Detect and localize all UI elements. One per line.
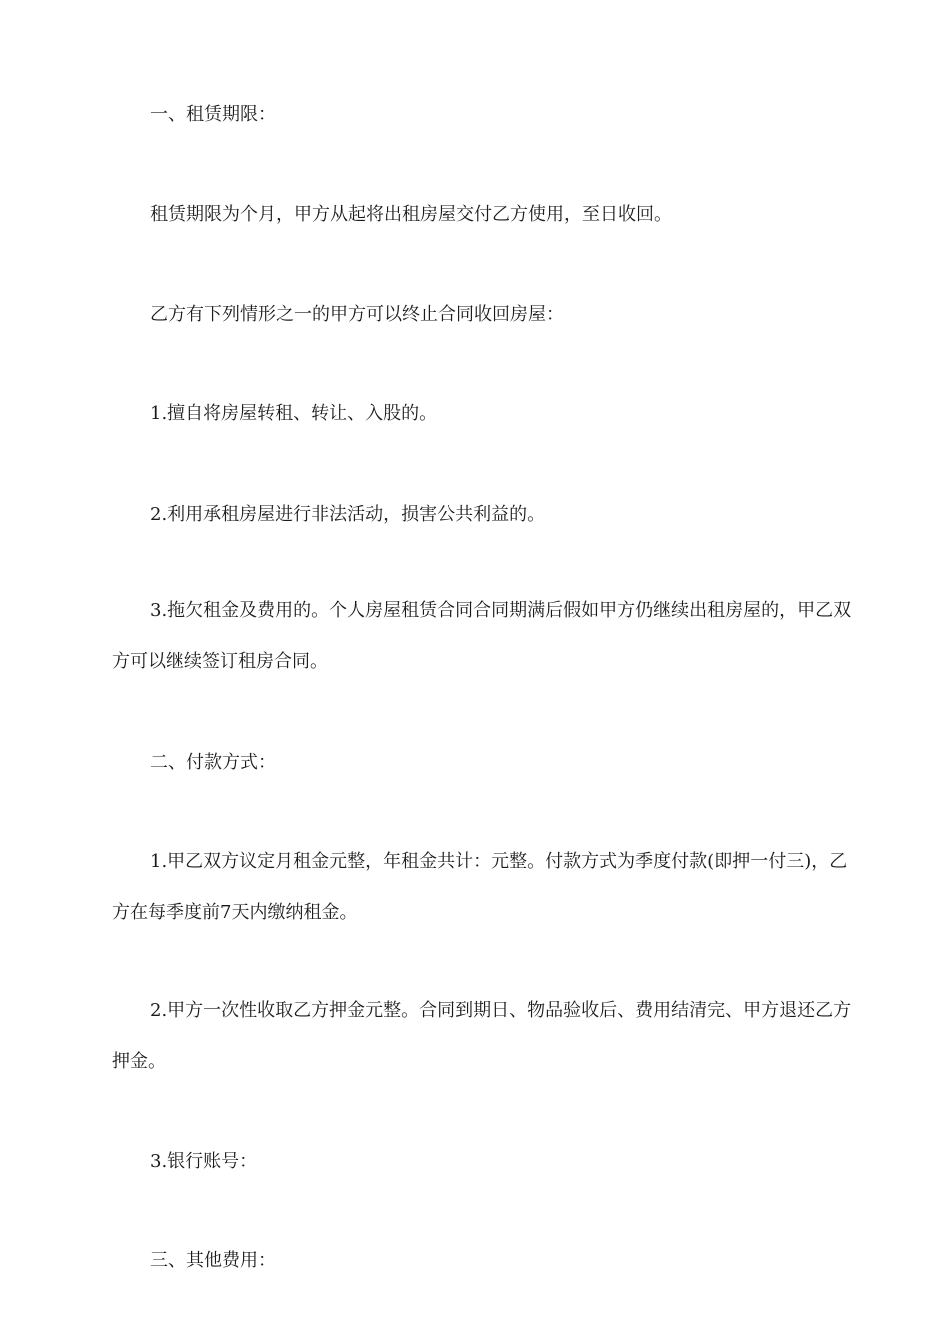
list-item-bank-account: 3.银行账号： xyxy=(150,1151,258,1172)
section-heading-payment: 二、付款方式： xyxy=(150,752,276,773)
paragraph-termination-conditions: 乙方有下列情形之一的甲方可以终止合同收回房屋： xyxy=(150,304,564,325)
list-item-rent-amount: 1.甲乙双方议定月租金元整，年租金共计：元整。付款方式为季度付款(即押一付三)，乙方在每季度前7天内缴纳租金。 xyxy=(112,851,848,923)
section-heading-other-fees: 三、其他费用： xyxy=(150,1250,276,1271)
section-heading-lease-term: 一、租赁期限： xyxy=(150,104,276,125)
list-item-deposit: 2.甲方一次性收取乙方押金元整。合同到期日、物品验收后、费用结清完、甲方退还乙方押金。 xyxy=(112,1000,852,1072)
paragraph-lease-term: 租赁期限为个月，甲方从起将出租房屋交付乙方使用，至日收回。 xyxy=(150,204,672,225)
list-item-illegal-activity: 2.利用承租房屋进行非法活动，损害公共利益的。 xyxy=(150,504,546,525)
list-item-rent-arrears: 3.拖欠租金及费用的。个人房屋租赁合同合同期满后假如甲方仍继续出租房屋的，甲乙双方可以继续签订租房合同。 xyxy=(112,600,852,672)
list-item-sublet: 1.擅自将房屋转租、转让、入股的。 xyxy=(150,403,438,424)
